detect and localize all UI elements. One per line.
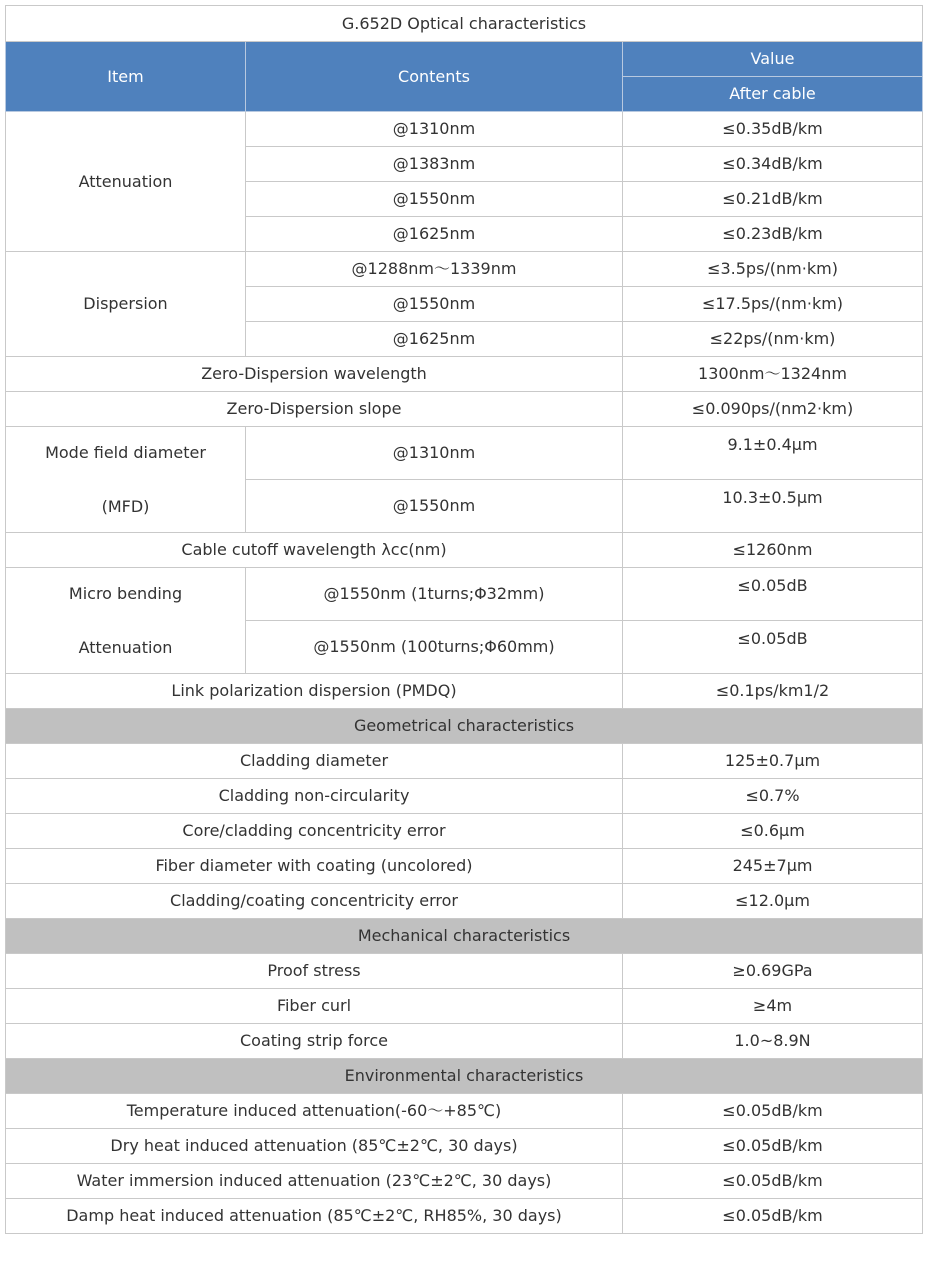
table-row	[6, 674, 923, 709]
row-content: @1383nm	[246, 147, 623, 182]
row-value: ≤0.05dB	[623, 568, 923, 621]
table-row	[6, 779, 923, 814]
header-after-cable: After cable	[623, 77, 923, 112]
row-value: ≤0.090ps/(nm2·km)	[623, 392, 923, 427]
table-row	[6, 884, 923, 919]
row-label: Zero-Dispersion wavelength	[6, 357, 623, 392]
row-value: ≤0.6μm	[623, 814, 923, 849]
row-content: @1625nm	[246, 217, 623, 252]
row-content: @1288nm～1339nm	[246, 252, 623, 287]
table-row	[6, 568, 923, 621]
row-content: @1550nm	[246, 287, 623, 322]
row-label: Damp heat induced attenuation (85℃±2℃, RH85%, 30 days)	[6, 1199, 623, 1234]
table-row	[6, 112, 923, 147]
row-value: ≥0.69GPa	[623, 954, 923, 989]
row-value: ≤0.23dB/km	[623, 217, 923, 252]
row-value: 10.3±0.5μm	[623, 480, 923, 533]
row-value: ≤0.05dB/km	[623, 1199, 923, 1234]
micro-bending-label-line1: Micro bending	[68, 583, 183, 603]
table-row	[6, 849, 923, 884]
mfd-label-line2: (MFD)	[101, 496, 150, 516]
row-content: @1550nm	[246, 480, 623, 533]
row-label: Zero-Dispersion slope	[6, 392, 623, 427]
micro-bending-label-cell	[6, 568, 246, 674]
row-label: Fiber diameter with coating (uncolored)	[6, 849, 623, 884]
row-label: Cladding non-circularity	[6, 779, 623, 814]
dispersion-label: Dispersion	[6, 252, 246, 357]
row-label: Proof stress	[6, 954, 623, 989]
section-row	[6, 1059, 923, 1094]
table-row	[6, 533, 923, 568]
section-geometrical: Geometrical characteristics	[6, 709, 923, 744]
row-label: Dry heat induced attenuation (85℃±2℃, 30 days)	[6, 1129, 623, 1164]
row-label: Link polarization dispersion (PMDQ)	[6, 674, 623, 709]
row-value: ≤0.05dB/km	[623, 1094, 923, 1129]
row-value: ≤22ps/(nm·km)	[623, 322, 923, 357]
table-row	[6, 1024, 923, 1059]
row-value: ≤3.5ps/(nm·km)	[623, 252, 923, 287]
table-row	[6, 814, 923, 849]
header-value: Value	[623, 42, 923, 77]
row-content: @1550nm (100turns;Φ60mm)	[246, 621, 623, 674]
row-content: @1550nm	[246, 182, 623, 217]
row-value: ≤12.0μm	[623, 884, 923, 919]
row-value: ≤0.35dB/km	[623, 112, 923, 147]
table-row	[6, 1094, 923, 1129]
row-content: @1310nm	[246, 112, 623, 147]
section-mechanical: Mechanical characteristics	[6, 919, 923, 954]
row-value: ≤0.21dB/km	[623, 182, 923, 217]
table-row	[6, 744, 923, 779]
row-label: Cable cutoff wavelength λcc(nm)	[6, 533, 623, 568]
row-value: ≤0.1ps/km1/2	[623, 674, 923, 709]
section-row	[6, 709, 923, 744]
attenuation-label: Attenuation	[6, 112, 246, 252]
table-row	[6, 1199, 923, 1234]
spec-table	[5, 5, 923, 1234]
row-value: 1300nm～1324nm	[623, 357, 923, 392]
micro-bending-label-line2: Attenuation	[78, 637, 173, 657]
row-value: ≤0.7%	[623, 779, 923, 814]
table-row	[6, 954, 923, 989]
row-value: ≥4m	[623, 989, 923, 1024]
header-contents: Contents	[246, 42, 623, 112]
table-row	[6, 357, 923, 392]
table-row	[6, 252, 923, 287]
header-item: Item	[6, 42, 246, 112]
row-label: Coating strip force	[6, 1024, 623, 1059]
row-content: @1310nm	[246, 427, 623, 480]
section-environmental: Environmental characteristics	[6, 1059, 923, 1094]
mfd-label-cell	[6, 427, 246, 533]
row-value: ≤0.05dB/km	[623, 1164, 923, 1199]
row-value: 1.0~8.9N	[623, 1024, 923, 1059]
table-row	[6, 989, 923, 1024]
row-label: Water immersion induced attenuation (23℃±2℃, 30 days)	[6, 1164, 623, 1199]
row-value: ≤0.05dB/km	[623, 1129, 923, 1164]
row-label: Cladding diameter	[6, 744, 623, 779]
row-label: Fiber curl	[6, 989, 623, 1024]
row-content: @1625nm	[246, 322, 623, 357]
row-value: 9.1±0.4μm	[623, 427, 923, 480]
header-row	[6, 42, 923, 77]
row-value: ≤0.34dB/km	[623, 147, 923, 182]
table-title: G.652D Optical characteristics	[6, 6, 923, 42]
table-row	[6, 1164, 923, 1199]
row-label: Temperature induced attenuation(-60～+85℃)	[6, 1094, 623, 1129]
row-label: Core/cladding concentricity error	[6, 814, 623, 849]
table-row	[6, 392, 923, 427]
row-value: 245±7μm	[623, 849, 923, 884]
row-value: ≤0.05dB	[623, 621, 923, 674]
row-value: 125±0.7μm	[623, 744, 923, 779]
title-row	[6, 6, 923, 42]
row-label: Cladding/coating concentricity error	[6, 884, 623, 919]
table-row	[6, 427, 923, 480]
row-value: ≤1260nm	[623, 533, 923, 568]
section-row	[6, 919, 923, 954]
row-value: ≤17.5ps/(nm·km)	[623, 287, 923, 322]
table-row	[6, 1129, 923, 1164]
mfd-label-line1: Mode field diameter	[45, 442, 206, 462]
row-content: @1550nm (1turns;Φ32mm)	[246, 568, 623, 621]
